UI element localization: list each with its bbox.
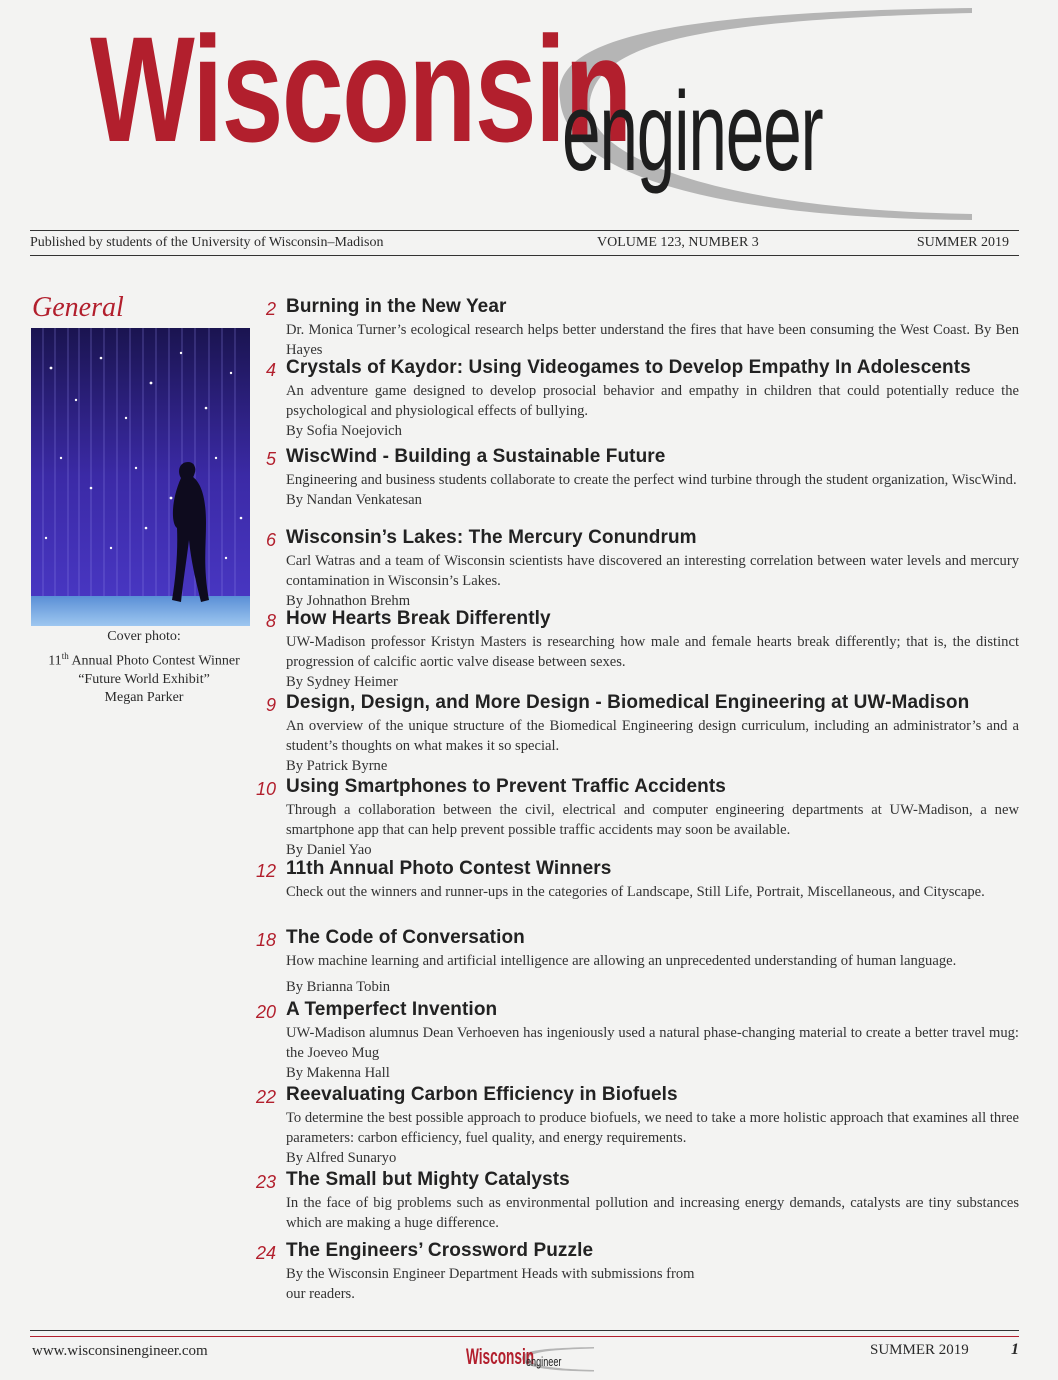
toc-description: Carl Watras and a team of Wisconsin scientists have discovered an interesting correlation between water levels and mercury contamination in Wisconsin’s Lakes. By Johnathon Brehm	[286, 553, 1019, 609]
publication-bar	[30, 230, 1019, 256]
footer-logo-engineer: engineer	[526, 1354, 562, 1369]
toc-description: In the face of big problems such as environmental pollution and increasing energy demands, catalysts are tiny substances which are making a huge difference.	[286, 1195, 1019, 1231]
toc-page-number: 23	[255, 1172, 276, 1192]
toc-description: Dr. Monica Turner’s ecological research helps better understand the fires that have been consuming the West Coast. By Ben Hayes	[286, 322, 1019, 358]
toc-page-number: 9	[265, 695, 276, 715]
toc-title[interactable]: A Temperfect Invention	[286, 999, 498, 1020]
footer-season: SUMMER 2019	[870, 1342, 969, 1358]
toc-byline: By Nandan Venkatesan	[286, 492, 422, 508]
toc-title[interactable]: WiscWind - Building a Sustainable Future	[286, 446, 666, 467]
toc-title[interactable]: Reevaluating Carbon Efficiency in Biofuels	[286, 1084, 678, 1105]
toc-byline: By Brianna Tobin	[286, 979, 391, 995]
toc-description: UW-Madison professor Kristyn Masters is researching how male and female hearts break differently; that is, the distinct progression of calcific aortic valve disease between sexes. By Sydney Heimer	[286, 634, 1019, 690]
section-title: General	[32, 292, 124, 323]
toc-description: An overview of the unique structure of the Biomedical Engineering design curriculum, including an administrator’s and a student’s thoughts on what makes it so special. By Patrick Byrne	[286, 718, 1019, 774]
masthead	[0, 0, 1058, 230]
toc-title[interactable]: Using Smartphones to Prevent Traffic Accidents	[286, 776, 726, 797]
toc-byline: By Patrick Byrne	[286, 758, 388, 774]
toc-byline: By Johnathon Brehm	[286, 593, 411, 609]
toc-description: An adventure game designed to develop prosocial behavior and empathy in children that could potentially reduce the psychological and physiological effects of bullying. By Sofia Noejovich	[286, 383, 1019, 439]
toc-page-number: 22	[255, 1087, 276, 1107]
toc-page-number: 18	[255, 930, 276, 950]
toc-page-number: 2	[265, 299, 276, 319]
cover-photographer: Megan Parker	[104, 690, 184, 706]
toc-title[interactable]: The Code of Conversation	[286, 927, 525, 948]
toc-page-number: 8	[265, 611, 276, 631]
publisher-line: Published by students of the University of Wisconsin–Madison	[30, 235, 384, 250]
logo-wordmark-engineer: engineer	[562, 69, 823, 194]
toc-description: Engineering and business students collaborate to create the perfect wind turbine through the student organization, WiscWind. By Nandan Venkatesan	[286, 470, 1019, 510]
toc-description: By the Wisconsin Engineer Department Heads with submissions from our readers.	[286, 1266, 695, 1302]
toc-title[interactable]: 11th Annual Photo Contest Winners	[286, 858, 612, 879]
toc-description: To determine the best possible approach to produce biofuels, we need to take a more holistic approach that examines all three parameters: carbon efficiency, fuel quality, and energy requirements. By Alfred Sunaryo	[286, 1110, 1019, 1166]
toc-title[interactable]: Design, Design, and More Design - Biomedical Engineering at UW-Madison	[286, 692, 970, 713]
cover-label: Cover photo:	[107, 629, 181, 644]
toc-byline: By Alfred Sunaryo	[286, 1150, 397, 1166]
toc-page-number: 10	[255, 779, 276, 799]
cover-photo-title: “Future World Exhibit”	[78, 671, 210, 687]
footer-website-link[interactable]: www.wisconsinengineer.com	[32, 1343, 208, 1359]
toc-title[interactable]: Crystals of Kaydor: Using Videogames to Develop Empathy In Adolescents	[286, 357, 971, 378]
toc-description: Check out the winners and runner-ups in the categories of Landscape, Still Life, Portrait, Miscellaneous, and Cityscape.	[286, 884, 985, 900]
cover-ordinal: 11	[48, 653, 62, 669]
toc-title[interactable]: The Small but Mighty Catalysts	[286, 1169, 570, 1190]
toc-page-number: 6	[265, 530, 276, 550]
toc-byline: By Sofia Noejovich	[286, 423, 402, 439]
toc-page-number: 5	[265, 449, 276, 469]
toc-byline: By Daniel Yao	[286, 842, 372, 858]
logo-wordmark-wisconsin: Wisconsin	[90, 5, 631, 173]
cover-ordinal-suffix: th	[61, 650, 69, 661]
toc-description: UW-Madison alumnus Dean Verhoeven has ingeniously used a natural phase-changing material to create a better travel mug: the Joeveo Mug By Makenna Hall	[286, 1025, 1019, 1081]
footer-logo	[466, 1346, 596, 1372]
toc-description: How machine learning and artificial intelligence are allowing an unprecedented understanding of human language. By Brianna Tobin	[286, 951, 1019, 997]
toc-title[interactable]: Wisconsin’s Lakes: The Mercury Conundrum	[286, 527, 697, 548]
toc-title[interactable]: How Hearts Break Differently	[286, 608, 551, 629]
cover-contest	[30, 647, 258, 671]
page-number: 1	[1011, 1341, 1019, 1358]
cover-contest-name: Annual Photo Contest Winner	[71, 653, 240, 669]
footer-rule	[30, 1330, 1019, 1337]
footer-logo-wisconsin: Wisconsin	[466, 1344, 535, 1369]
cover-photo	[31, 328, 250, 626]
toc-title[interactable]: The Engineers’ Crossword Puzzle	[286, 1240, 594, 1261]
toc-description: Through a collaboration between the civil, electrical and computer engineering departments at UW-Madison, a new smartphone app that can help prevent possible traffic accidents may soon be available. By Daniel Yao	[286, 802, 1019, 858]
toc-byline: By Makenna Hall	[286, 1065, 390, 1081]
toc-page-number: 24	[255, 1243, 276, 1263]
toc-page-number: 20	[255, 1002, 276, 1022]
toc-byline: By Sydney Heimer	[286, 674, 398, 690]
toc-page-number: 12	[255, 861, 276, 881]
cover-caption	[30, 628, 258, 708]
toc-title[interactable]: Burning in the New Year	[286, 296, 507, 317]
volume-number: VOLUME 123, NUMBER 3	[597, 235, 759, 250]
toc-page-number: 4	[265, 360, 276, 380]
issue-season: SUMMER 2019	[916, 235, 1009, 250]
